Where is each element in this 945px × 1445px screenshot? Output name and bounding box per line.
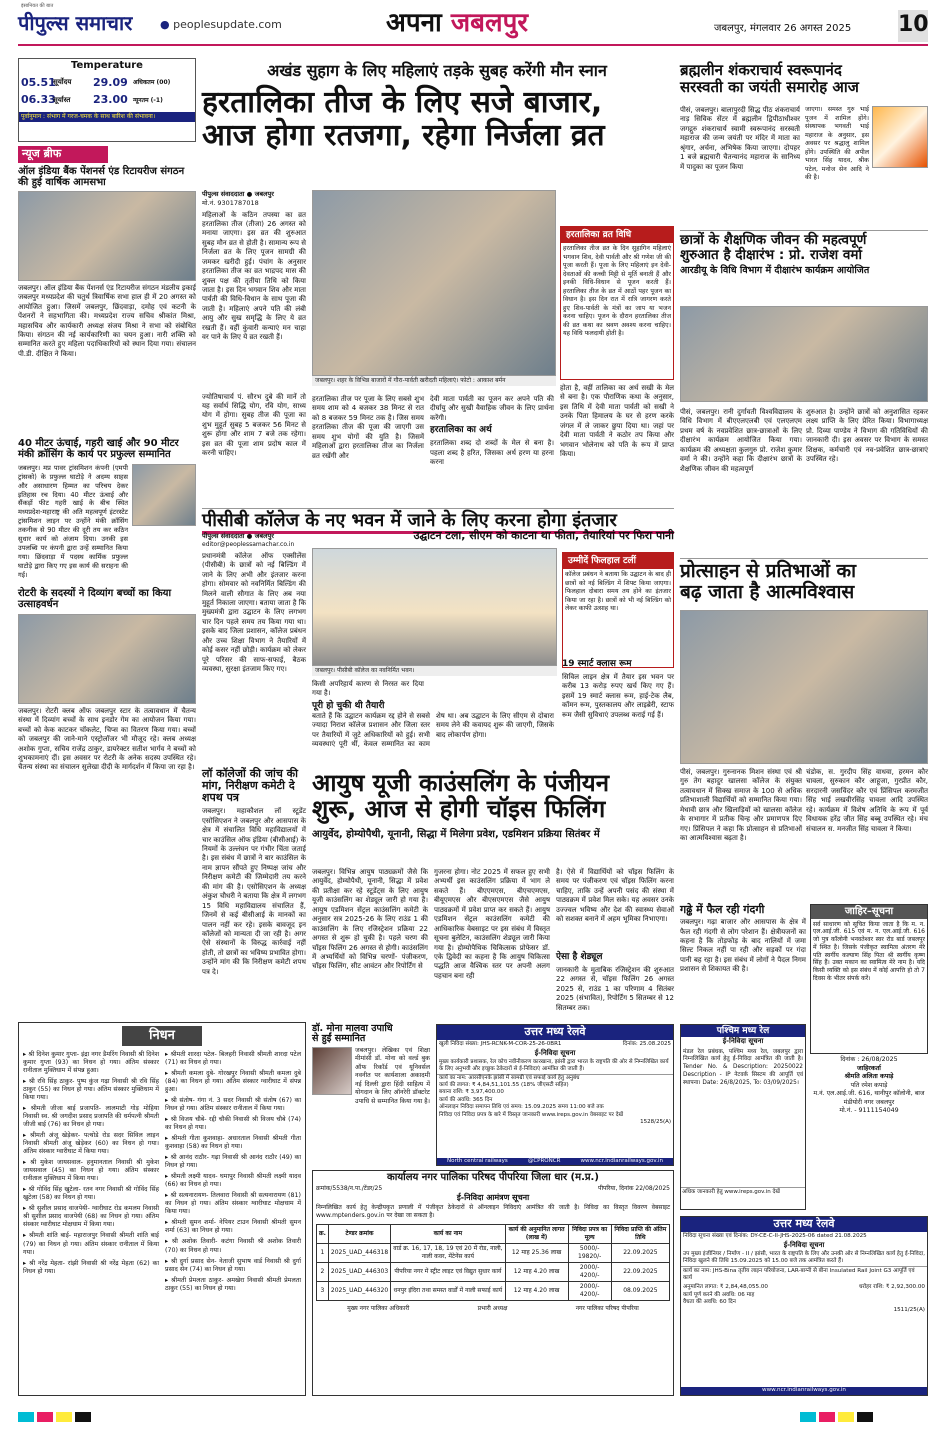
ayush-body-c: है। ऐसे में विद्यार्थियों को चॉइस फिलिंग के समय पर पंजीकरण एवं चॉइस फिलिंग करना चाहिए, ताकि उन्हें अपनी पसंद की संस्था में पाठ्यक्रम में प्रवेश मिल सके। यह अवसर उनके उज्ज्वल भविष्य और देश की स्वास्थ्य सेवाओं को सशक्त बनाने में अहम भूमिका निभाएगा।: [556, 868, 674, 924]
ayush-body-b: गुजरना होगा। नोट 2025 में सफल हुए सभी अभ्यर्थी इस काउंसलिंग प्रक्रिया में भाग ले सकते हैं। बीएएमएस, बीएचएमएस, बीयूएमएस और बीएसएमएस जैसे आयुष पाठ्यक्रमों में प्रवेश प्राप्त कर सकते हैं। आयुष एडमिशन सेंट्रल काउंसलिंग कमेटी की आधिकारिक वेबसाइट पर इस संबंध में विस्तृत सूचना बुलेटिन, काउंसलिंग शेड्यूल जारी किया गया है। होम्योपैथिक चिकित्सक प्रोफेसर डॉ. एके द्विवेदी का कहना है कि आयुष चिकित्सा पद्धति आज वैश्विक स्तर पर अपनी अलग पहचान बना रही: [434, 868, 550, 980]
teej-photo: [312, 190, 556, 376]
nagar-table-cell: 5000/- 19820/-: [568, 1243, 611, 1262]
protsahan-story: [680, 558, 928, 603]
nagar-table-cell: 2000/- 4200/-: [568, 1262, 611, 1281]
pcb-puri-body: बताते हैं कि उद्घाटन कार्यक्रम रद्द होने से सबसे ज्यादा निराश कॉलेज प्रशासन और जिला स्तर पर तैयारियों में जुटे अधिकारियों को हुई। सभी व्यवस्थाएं पूरी थीं, केवल सम्मानित का काम शेष था। अब उद्घाटन के लिए सीएम से दोबारा समय लेने की कवायद शुरू की जाएगी, जिसके बाद लोकार्पण होगा।: [312, 712, 554, 749]
brief-1-photo: [18, 191, 196, 281]
diksha-headline-1: छात्रों के शैक्षणिक जीवन की महत्वपूर्ण: [680, 232, 867, 248]
max-temp-note: अधिकतम (00): [133, 78, 171, 86]
nagar-table-cell: 1: [317, 1243, 329, 1262]
nidhan-label: निधन: [122, 1026, 202, 1046]
diksha-subhead: आरडीयू के विधि विभाग में दीक्षारंभ कार्यक्रम आयोजित: [680, 264, 870, 276]
law-body: जबलपुर। महाकौशल लॉ स्टूडेंट एसोसिएशन ने जबलपुर और आसपास के क्षेत्र में संचालित विधि महाविद्यालयों में चार काउंसिल ऑफ इंडिया (बीसीआई) के नियमों के उल्लंघन पर गंभीर चिंता जताई है। इस संबंध में छात्रों ने बार काउंसिल के नाम ज्ञापन सौंपते हुए निष्पक्ष जांच और निरीक्षण कमेटी की जिम्मेदारी तय करने की मांग की है। एसोसिएशन के अध्यक्ष अंकुश चौधरी ने बताया कि क्षेत्र में लगभग 15 विधि महाविद्यालय संचालित हैं, जिनमें से कई बीसीआई के मानकों का पालन नहीं कर रहे। इसके बावजूद इन कॉलेजों को मान्यता दी जा रही है। अगर ऐसे संस्थानों के विरुद्ध कार्रवाई नहीं होती, तो छात्रों का भविष्य प्रभावित होगा। उन्होंने मांग की कि निरीक्षण कमेटी शपथ पत्र दे।: [202, 807, 306, 976]
nidhan-item: ▸ श्रीमती कमला दुबे- गोरखपुर निवासी श्रीमती कमला दुबे (84) का निधन हो गया। अंतिम संस्कार ग्वारीघाट में संपन्न हुआ।: [165, 1069, 301, 1093]
nidhan-item: ▸ श्री आनंद राठौर- गढ़ा निवासी श्री आनंद राठौर (49) का निधन हो गया।: [165, 1154, 301, 1170]
nagar-table-header: टेण्डर क्रमांक: [328, 1224, 390, 1243]
sunset-time: 06.33: [21, 93, 56, 107]
min-temp: 23.00: [93, 93, 128, 107]
pcb-subhead: उद्घाटन टला, सीएम को काटना था फीता, तैयारियां पर फिरा पानी: [413, 529, 674, 542]
nagar-table-cell: 2025_UAD_446318: [328, 1243, 390, 1262]
rail2-subtitle: ई-निविदा सूचना: [783, 1241, 825, 1250]
pcb-byline: पीपुल्स संवाददाता ● जबलपुर: [202, 532, 274, 540]
rail1-social[interactable]: North central railways: [447, 1157, 508, 1164]
weather-title: Temperature: [19, 59, 195, 73]
teej-kicker: अखंड सुहाग के लिए महिलाएं तड़के सुबह करेंगी मौन स्नान: [267, 61, 607, 80]
color-registration-bar: [18, 1412, 94, 1425]
shankar-col2: [805, 106, 928, 181]
rail2-validity: वैधता की अवधि: 60 दिन: [683, 1299, 736, 1306]
jaahir-label: जाहिर–सूचना: [811, 905, 927, 919]
nagar-table-cell: 2025_UAD_446320: [328, 1282, 390, 1301]
teej-body-d: देवी माता पार्वती का पूजन कर अपने पति की दीर्घायु और सुखी वैवाहिक जीवन के लिए प्रार्थना करेंगी।: [430, 395, 554, 422]
dateline: जबलपुर, मंगलवार 26 अगस्त 2025: [714, 23, 852, 34]
nagar-table-header: कार्य का नाम: [391, 1224, 505, 1243]
nidhan-item: ▸ श्री दुर्गा प्रसाद सेन- नेताजी सुभाष वार्ड निवासी श्री दुर्गा प्रसाद सेन (74) का निधन हो गया।: [165, 1257, 301, 1273]
jaahir-date: दिनांक : 26/08/2025: [840, 1056, 898, 1063]
pcb-photo-wrap: [312, 548, 557, 676]
masthead: [18, 3, 929, 46]
rail1-body: मुख्य कार्यकारी प्रशासक, रेल कोच नवीनीकरण कारखाना, झांसी द्वारा भारत के राष्ट्रपति की ओर से निम्नलिखित कार्य के लिए अनुभवी और इच्छुक ठेकेदारों से ई-निविदाएं आमंत्रित की जाती हैं।: [439, 1058, 669, 1073]
rail1-title: उत्तर मध्य रेलवे: [437, 1025, 673, 1040]
nagar-table-row: [317, 1262, 670, 1281]
nagar-table-cell: 22.09.2025: [611, 1243, 669, 1262]
rail1-web[interactable]: www.ncr.indianrailways.gov.in: [580, 1157, 663, 1164]
nagar-table-row: [317, 1243, 670, 1262]
rail1-date: दिनांक: 25.08.2025: [622, 1040, 671, 1047]
ayush-col3: [556, 868, 674, 1026]
nidhan-item: ▸ श्री अशोक तिवारी- कटंगा निवासी श्री अशोक तिवारी (70) का निधन हो गया।: [165, 1238, 301, 1254]
brief-3-headline: रोटरी के सदस्यों ने दिव्यांग बच्चों का किया उत्साहवर्धन: [18, 587, 172, 610]
ayush-body-a: जबलपुर। विभिन्न आयुष पाठ्यक्रमों जैसे कि आयुर्वेद, होम्योपैथी, यूनानी, सिद्धा में प्रवेश की प्रतीक्षा कर रहे स्टूडेंट्स के लिए आयुष यूजी काउंसलिंग का शेड्यूल जारी हो गया है। आयुष एडमिशन सेंट्रल काउंसलिंग कमेटी के अनुसार सत्र 2025-26 के लिए राउंड 1 की काउंसलिंग के लिए रजिस्ट्रेशन प्रक्रिया 22 अगस्त से शुरू हो चुकी है। पहले चरण की चॉइस फिलिंग 26 अगस्त से होगी। काउंसलिंग में अभ्यर्थियों को विभिन्न चरणों- पंजीकरण, चॉइस फिलिंग, सीट आवंटन और रिपोर्टिंग से: [312, 868, 428, 971]
rail1-subtitle: ई-निविदा सूचना: [534, 1049, 576, 1058]
nidhan-item: ▸ श्री संतोष- गंगा नं. 3 सदर निवासी श्री संतोष (67) का निधन हो गया। अंतिम संस्कार रानीताल में किया गया।: [165, 1096, 301, 1112]
pcb-sub-19: 19 स्मार्ट क्लास रूम: [562, 659, 632, 669]
teej-photo-caption: जबलपुर। शहर के विभिन्न बाजारों में गौरा-पार्वती खरीदती महिलाएं। फोटो : आकाश बर्मन: [312, 376, 556, 386]
rail1-period: कार्य की अवधि: 365 दिन: [439, 1096, 493, 1103]
diksha-body-b: शुरुआत है। उन्होंने छात्रों को अनुशासित रहकर लक्ष्य प्राप्ति के लिए प्रेरित किया। विभागाध्यक्ष प्रो. दिव्या पाण्डेय ने विभाग की गतिविधियों की जानकारी दी। इस अवसर पर विभाग के समस्त शिक्षक, कर्मचारी एवं नव-प्रवेशित छात्र-छात्राएं उपस्थित रहे।: [806, 408, 928, 464]
teej-body-c: हरतालिका तीज पर पूजा के लिए सबसे शुभ समय शाम को 4 बजकर 38 मिनट से रात को 8 बजकर 59 मिनट तक है। जिस समय हरतालिका तीज की पूजा की जाएगी उस समय शुभ योगों की युति है। जिसमें महिलाओं द्वारा हरतालिका तीज का निर्जला व्रत रखेंगी और: [312, 395, 424, 460]
rail2-ref: 1511/25(A): [893, 1306, 925, 1313]
nidhan-item: ▸ श्रीमती गीता कुशवाहा- अधारताल निवासी श्रीमती गीता कुशवाहा (58) का निधन हो गया।: [165, 1134, 301, 1151]
rail1-ref: 1528/25(A): [640, 1119, 671, 1126]
teej-sub-artha: हरतालिका का अर्थ: [430, 425, 492, 436]
pcb-col2: [312, 680, 424, 715]
mona-headline-1: डॉ. मोना मालवा उपाधि: [312, 1023, 393, 1034]
shankar-body-side: जाएगा। समस्त गुरु भाई पूजन में शामिल होंगे। संस्थापक भगवती भाई महाराज के अनुसार, इस अवसर पर श्रद्धालु शामिल होंगे। उपस्थिति की अपील भारत सिंह यादव, श्रीक पटेल, मनोज सेन आदि ने की है।: [805, 106, 869, 181]
nidhan-item: ▸ श्री मुकेश जायसवाल- हनुमानताल निवासी श्री मुकेश जायसवाल (45) का निधन हो गया। अंतिम संस्कार रानीताल मुक्तिधाम में किया गया।: [23, 1159, 159, 1183]
brief-3-body: जबलपुर। रोटरी क्लब ऑफ जबलपुर स्टार के तत्वावधान में चैतन्य संस्था में दिव्यांग बच्चों के साथ इनडोर गेम का आयोजन किया गया। बच्चों को केक काटकर चॉकलेट, चिप्स का वितरण किया गया। बच्चों को जबलपुर की जाने-माने एस्ट्रोलॉजर भी मौजूद रहे। क्लब अध्यक्ष अशोक गुप्ता, सचिव राजेंद्र ठाकुर, डायरेक्टर सतीश भार्गव ने बच्चों को शुभकामनाएं दीं। इस अवसर पर रोटरी के अनेक सदस्य उपस्थित रहे। चैतन्य संस्था का संचालन सुलेखा दीदी के मार्गदर्शन में किया जा रहा है।: [18, 706, 196, 772]
teej-col1: [202, 190, 306, 513]
rail1-cost: कार्य की लागत: ₹ 4,84,51,101.55 (18% जीएसटी सहित): [439, 1081, 569, 1088]
pcb-col1: [202, 532, 306, 774]
teej-artha-body: हरतालिका शब्द दो शब्दों के मेल से बना है। पहला शब्द है हरित, जिसका अर्थ हरण या हरना करना: [430, 439, 554, 467]
rail2-work: कार्य का नाम: JHS-Bina तृतीय लाइन परियोजना, LAR-बाग्नी से बीना Insulated Rail Joint G3 आपूर्ति एवं कार्य: [681, 1266, 927, 1284]
sunset-label: सूर्यास्त: [53, 96, 71, 105]
nagar-ad: [312, 1170, 674, 1396]
nidhan-item: ▸ श्रीमती जीजा बाई प्रजापति- लालमाटी गोड़ मोहिया निवासी स्व. श्री जगदीश प्रसाद प्रजापति की धर्मपत्नी श्रीमती जीजी बाई (76) का निधन हो गया।: [23, 1104, 159, 1128]
min-temp-note: न्यूनतम (-1): [133, 96, 163, 104]
weather-box: [18, 58, 196, 142]
jaahir-mobile: मो.नं. - 9111154049: [839, 1107, 899, 1114]
nagar-ref: क्रमांक/5538/न.पा./टेंडर/25: [316, 1184, 383, 1192]
nagar-table-header: कार्य की अनुमानित लागत (लाख में): [505, 1224, 568, 1243]
nagar-table-cell: 2000/- 4200/-: [568, 1282, 611, 1301]
jaahir-name: श्रीमति अलिता कपाड़े: [844, 1073, 894, 1080]
teej-headline-2: आज होगा रतजगा, रहेगा निर्जला व्रत: [202, 117, 605, 153]
sunrise-label: सूर्योदय: [53, 78, 72, 87]
nagar-table-cell: पीपरिया नगर में स्ट्रीट लाइट एवं विद्युत सुधार कार्य: [391, 1262, 505, 1281]
nidhan-item: ▸ श्री दिनेश कुमार गुप्ता- इंद्रा नगर डैमरिंग निवासी श्री दिनेश कुमार गुप्ता (93) का निधन हो गया। अंतिम संस्कार रानीताल मुक्तिधाम में संपन्न हुआ।: [23, 1050, 159, 1074]
nagar-table-cell: 22.09.2025: [611, 1262, 669, 1281]
jaahir-sig-title: जाहिरकर्ता: [857, 1064, 881, 1072]
rail2-body: उप मुख्य इंजीनियर / निर्माण - II / झांसी, भारत के राष्ट्रपति के लिए और उनकी ओर से निम्नलिखित कार्य हेतु ई-निविदा, निविदा खुलने की तिथि 15.09.2025 को 15.00 बजे तक आमंत्रित करते हैं।: [683, 1250, 925, 1265]
ayush-sched-body: जानकारी के मुताबिक रजिस्ट्रेशन की शुरुआत 22 अगस्त से, चॉइस फिलिंग 26 अगस्त 2025 से, राउंड 1 का परिणाम 4 सितंबर 2025 (संभावित), रिपोर्टिंग 5 सितम्बर से 12 सितम्बर तक।: [556, 965, 674, 1012]
gaddha-body: जबलपुर। गढ़ा बाजार और आसपास के क्षेत्र में फैल रही गंदगी से लोग परेशान हैं। क्षेत्रीयजनों का कहना है कि तोड़फोड़ के बाद नालियों में जमा सिल्ट निकल नहीं पा रही और सड़कों पर गंदा पानी बह रहा है। इस संबंध में लोगों ने पैदल निगम प्रशासन से शिकायत की है।: [680, 918, 806, 974]
nagar-table-cell: 3: [317, 1282, 329, 1301]
rail1-closing: ऑनलाइन निविदा समापन तिथि एवं समय: 15.09.2025 समय 11:00 बजे तक: [439, 1104, 604, 1111]
globe-icon: ●: [160, 18, 174, 31]
news-brief-column: [18, 146, 196, 897]
nidhan-item: ▸ श्रीमती प्रेमलता ठाकुर- अमखेरा निवासी श्रीमती प्रेमलता ठाकुर (55) का निधन हो गया।: [165, 1276, 301, 1292]
page-number: 10: [898, 10, 928, 42]
ayush-headline-1: आयुष यूजी काउंसलिंग के पंजीयन: [312, 769, 610, 797]
jaahir-name-sub: पति रमेश कपाड़े: [850, 1081, 888, 1089]
teej-mobile: मो.नं. 9301787018: [202, 198, 259, 207]
pcb-box-label: उम्मीदें फिलहाल टलीं: [563, 553, 673, 569]
protsahan-photo: [680, 610, 928, 764]
teej-body-a: महिलाओं के कठिन तपस्या का व्रत हरतालिका तीज (तीजा) 26 अगस्त को मनाया जाएगा। इस व्रत की शुरुआत सुबह मौन व्रत से होती है। सामान्य रूप से निर्जला व्रत के लिए पूजन सामग्री की जमकर खरीदी हुई। पंचांग के अनुसार हरतालिका तीज का व्रत भाद्रपद मास की शुक्ल पक्ष की तृतीया तिथि को किया जाता है। इस दिन भगवान शिव और माता पार्वती की विधि-विधान के साथ पूजा की जाती है। महिलाएं अपने पति की लंबी आयु और सुख समृद्धि के लिए ये व्रत रखती हैं। वहीं कुंवारी कन्याएं मन चाहा वर पाने के लिए ये व्रत रखती हैं।: [202, 210, 306, 342]
ayush-subhead: आयुर्वेद, होम्योपैथी, यूनानी, सिद्धा में मिलेगा प्रवेश, एडमिशन प्रक्रिया सितंबर में: [312, 828, 600, 840]
nidhan-box: [18, 1022, 306, 1396]
nagar-table-cell: 12 माह 4.20 लाख: [505, 1282, 568, 1301]
law-headline: लॉ कॉलेजों की जांच की मांग, निरीक्षण कमेटी दे शपथ पत्र: [202, 767, 298, 805]
nagar-table-cell: 12 माह 25.36 लाख: [505, 1243, 568, 1262]
nagar-title: कार्यालय नगर पालिका परिषद पीपरिया जिला धार (म.प्र.): [387, 1172, 599, 1183]
diksha-photo: [680, 306, 928, 402]
nidhan-item: ▸ श्री नरेंद्र मेहता- रांझी निवासी श्री नरेंद्र मेहता (62) का निधन हो गया।: [23, 1259, 159, 1275]
diksha-story: [680, 230, 928, 276]
rail1-footer: [437, 1158, 673, 1165]
wcr-ad: [680, 1024, 806, 1210]
nagar-sign-1: मुख्य नगर पालिका अधिकारी: [347, 1305, 410, 1313]
pcb-body-b: किसी अपरिहार्य कारण से निरस्त कर दिया गया है।: [312, 680, 424, 698]
nagar-table-cell: 08.09.2025: [611, 1282, 669, 1301]
protsahan-headline-2: बढ़ जाता है आत्मविश्वास: [680, 580, 855, 603]
jaahir-body: सर्व साधारण को सूचित किया जाता है कि म. न. एल.आई.जी. 615 एवं म. न. एल.आई.जी. 616 जो पुत्र कॉलोनी भनवतेश्वर स्वर रोड बार्ड जबलपुर में स्थित है। जिसके पंजीकृत स्वामित्व अंतरण मेरे पति स्वर्गीय कल्याण सिंह पिता श्री स्वर्गीय कृष्ण सिंह हैं। उक्त मकान का स्वामित्व मेरे नाम है। यदि किसी व्यक्ति को इस संबंध में कोई आपत्ति हो तो 7 दिवस के भीतर संपर्क करें।: [813, 920, 925, 983]
mona-story: [312, 1024, 430, 1164]
protsahan-headline-1: प्रोत्साहन से प्रतिभाओं का: [680, 560, 857, 582]
pcb-col3: [562, 660, 674, 757]
pcb-photo: [312, 548, 557, 666]
teej-col3: [430, 395, 554, 493]
ayush-headline-2: शुरू, आज से होगी चॉइस फिलिंग: [312, 795, 606, 824]
pcb-photo-caption: जबलपुर। पीसीबी कॉलेज का नवनिर्मित भवन।: [312, 666, 557, 676]
nidhan-item: ▸ श्री रवि सिंह ठाकुर- पुष्प कुंज गढ़ा निवासी श्री रवि सिंह ठाकुर (55) का निधन हो गया। अंतिम संस्कार मुक्तिधाम में किया गया।: [23, 1077, 159, 1101]
rail1-emd: बयाना राशि: ₹ 3,97,400.00: [439, 1089, 504, 1096]
teej-body-b: ज्योतिषाचार्य पं. सौरभ दुबे की मानें तो यह सर्वार्थ सिद्धि योग, रवि योग, साध्य योग में होगा। सुबह तीज की पूजा का शुभ मुहूर्त सुबह 5 बजकर 56 मिनट से शुरू होगा और शाम 7 बजे तक रहेगा। इस व्रत की पूजा शाम प्रदोष काल में करनी चाहिए।: [202, 392, 306, 458]
law-story: [202, 768, 306, 1057]
brief-3-photo: [18, 614, 196, 704]
rail1-tender-no: खुली निविदा संख्या: JHS-RCNK-M-COR-25-26-0BR1: [439, 1040, 562, 1047]
section-title: अपना जबलपुर: [386, 8, 529, 38]
mona-headline-2: से हुईं सम्मानित: [312, 1033, 366, 1045]
ayush-sub-sched: ऐसा है शेड्यूल: [556, 952, 603, 962]
nidhan-item: ▸ श्री सत्यनारायण- तिलवारा निवासी श्री सत्यनारायण (81) का निधन हो गया। अंतिम संस्कार ग्वारीघाट मोक्षधाम में किया गया।: [165, 1192, 301, 1216]
rail2-title: उत्तर मध्य रेलवे: [681, 1217, 927, 1232]
max-temp: 29.09: [93, 75, 128, 89]
wcr-footer: अधिक जानकारी हेतु www.ireps.gov.in देखें: [681, 1187, 805, 1197]
pcb-box-body: कॉलेज प्रबंधन ने बताया कि उद्घाटन के बाद ही छात्रों को नई बिल्डिंग में शिफ्ट किया जाएगा। फिलहाल दोबारा समय तय होने का इंतजार किया जा रहा है। छात्रों को भी नई बिल्डिंग को लेकर काफी उत्साह था।: [565, 571, 671, 613]
nagar-date: पीपरिया, दिनांक 22/08/2025: [598, 1184, 670, 1192]
rail2-period: कार्य पूर्ण करने की अवधि: 06 माह: [683, 1291, 755, 1298]
shankar-story: [680, 62, 928, 95]
teej-vidhi-label: हरतालिका व्रत विधि: [561, 227, 673, 243]
pcb-email: editor@peoplessamachar.co.in: [202, 540, 295, 548]
nagar-sign-2: प्रभारी अध्यक्ष: [477, 1305, 508, 1313]
nagar-table-cell: 2: [317, 1262, 329, 1281]
brand-logo: पीपुल्स समाचार: [18, 11, 133, 35]
shankar-body: पीसं, जबलपुर। बालापुरदी सिद्ध पीठ शंकराचार्य नाड़ सिविक सेंटर में ब्रह्मलीन द्विपीठाधीश्वर जगद्गुरु शंकराचार्य स्वामी स्वरूपानंद सरस्वती महाराज की जन्म जयंती पर मंदिर में माता का श्रृंगार, अर्चना, अभिषेक किया जाएगा। दोपहर 1 बजे ब्रह्मचारी चैतन्यानंद महाराज के सानिध्य में पादुका का पूजन किया: [680, 106, 800, 171]
shankar-headline-1: ब्रह्मलीन शंकराचार्य स्वरूपानंद: [680, 61, 842, 79]
brief-2-photo: [132, 464, 196, 526]
nidhan-list: [19, 1049, 305, 1389]
teej-box-cont: होता है, वहीं तालिका का अर्थ सखी के मेल से बना है। एक पौराणिक कथा के अनुसार, इस तिथि में देवी माता पार्वती को सखी ने उनके पिता हिमालय के घर से हरण करके जंगल में ले जाकर छुपा दिया था। जहां पर देवी माता पार्वती ने कठोर तप किया और भगवान भोलेनाथ को पति के रूप में प्राप्त किया।: [560, 384, 674, 459]
nagar-table-header: निविदा प्राप्ति की अंतिम तिथि: [611, 1224, 669, 1243]
nagar-sign-3: नगर पालिका परिषद पीपरिया: [575, 1305, 639, 1313]
nidhan-item: ▸ श्री गोविंद सिंह खुटेला- रतन नगर निवासी श्री गोविंद सिंह खुटेला (58) का निधन हो गया।: [23, 1186, 159, 1202]
gaddha-story: [680, 904, 806, 1018]
mona-photo: [312, 1047, 352, 1095]
nagar-table-cell: 2025_UAD_446303: [328, 1262, 390, 1281]
jaahir-box: [810, 904, 928, 1054]
jaahir-address: म.नं. एल.आई.जी. 616, थानीपुर कॉलोनी, बाज मंडीयोरी नगर जबलपुर: [813, 1090, 925, 1106]
nidhan-item: ▸ श्रीमती शांति बाई- महाराजपुर निवासी श्रीमती शांति बाई (79) का निधन हो गया। अंतिम संस्कार रानीताल में किया गया।: [23, 1232, 159, 1256]
teej-vidhi-box: [560, 226, 674, 380]
shankar-headline-2: सरस्वती का जयंती समारोह आज: [680, 77, 859, 96]
protsahan-body-b: चंडोक, स. गुरदीप सिंह वाधवा, हरमन कौर चावला, सुरुकान कौर आहूजा, गुरप्रीत कौर, सरदारनी जसविंदर कौर एवं प्रिंसिपल करमजीत सिंह भाई लखवीरसिंह चावला आदि उपस्थित रहे। कार्यक्रम में विशेष अतिथि के रूप में पूर्व विधायक हरेंद्र जीत सिंह बब्बू उपस्थित रहे। मंच संचालन स. मनजीत सिंह चावला ने किया।: [806, 768, 928, 833]
protsahan-body-a: पीसं, जबलपुर। गुरुनानक मिशन संस्था एवं श्री गुरु तेग बहादुर खालसा कॉलेज के संयुक्त तत्वावधान में सिक्ख समाज के 100 से अधिक प्रतिभाशाली विद्यार्थियों को सम्मानित किया गया। मेधावी छात्र और खिलाड़ियों को खालसा कॉलेज के सभागार में प्रतीक चिन्ह और प्रमाणपत्र दिए गए। प्रिंसिपल ने कहा कि प्रोत्साहन से प्रतिभाओं का आत्मविश्वास बढ़ता है।: [680, 768, 802, 843]
rail-ad-1: [436, 1024, 674, 1166]
color-registration-bar-right: [800, 1412, 876, 1425]
nidhan-item: ▸ श्रीमती अंजू खेड़ेकर- पत्थोडे रोड सदर सिविल लाइन निवासी श्रीमती अंजू खेड़ेकर (60) का निधन हो गया। अंतिम संस्कार ग्वारीघाट में किया गया।: [23, 1131, 159, 1156]
diksha-body-a: पीसं, जबलपुर। रानी दुर्गावती विश्वविद्यालय के विधि विभाग में बीएएलएलबी एवं एलएलएम प्रथम वर्ष के नवप्रवेशित छात्र-छात्राओं के लिए दीक्षारंभ कार्यक्रम आयोजित किया गया। कार्यक्रम की अध्यक्षता कुलगुरु प्रो. राजेश कुमार वर्मा ने की। उन्होंने कहा कि दीक्षारंभ छात्रों के शैक्षणिक जीवन की महत्वपूर्ण: [680, 408, 802, 473]
gaddha-headline: गढ्ढे में फैल रही गंदगी: [680, 903, 765, 916]
brief-2-body: जबलपुर। मप्र पावर ट्रांसमिशन कंपनी (एमपी ट्रांसको) के प्रफुल्ल घाटोड़े ने अदम्य साहस और असाधारण हिम्मत का परिचय देकर इतिहास रच दिया। 40 मीटर ऊंचाई और सैंकड़ों फीट गहरी खाई के बीच स्थित मध्यप्रदेश-महाराष्ट्र की अति महत्वपूर्ण इंटरस्टेट ट्रांसमिशन लाइन पर उन्होंने मंकी क्रॉसिंग तकनीक से 90 मीटर की दूरी तय कर कठिन सुधार कार्य को अंजाम दिया। उनकी इस उपलब्धि पर कंपनी द्वारा उन्हें सम्मानित किया गया। छिंदवाड़ा में पदस्थ कार्मिक प्रफुल्ल घाटोड़े द्वारा किए गए इस कार्य की सराहना की गई।: [18, 463, 128, 579]
wcr-body: मंडल रेल प्रबंधक, पश्चिम मध्य रेल, जबलपुर द्वारा निम्नलिखित कार्य हेतु ई-निविदा आमंत्रित की जाती है। Tender No. & Description: 20250022 Description - IP नेटवर्क सिस्टम की आपूर्ति एवं स्थापना। Date: 26/8/2025, To: 03/09/2025।: [683, 1048, 803, 1086]
teej-story: [202, 62, 672, 152]
rail-ad-2: [680, 1216, 928, 1396]
rail1-handle[interactable]: @CPRONCR: [527, 1157, 561, 1164]
teej-byline: पीपुल्स संवाददाता ● जबलपुर: [202, 190, 274, 198]
brief-1-headline: ऑल इंडिया बैंक पेंशनर्स एंड रिटायरीज संगठन की हुई वार्षिक आमसभा: [18, 165, 185, 188]
rail1-details: निविदा एवं निविदा प्रपत्र के बारे में विस्तृत जानकारी www.ireps.gov.in वेबसाइट पर देखें: [439, 1111, 624, 1118]
teej-headline-1: हरतालिका तीज के लिए सजे बाजार,: [202, 84, 603, 120]
weather-forecast: पूर्वानुमान : संभाग में गरज-चमक के साथ बारिश की संभावना।: [19, 112, 195, 122]
diksha-headline-2: शुरुआत है दीक्षारंभ : प्रो. राजेश वर्मा: [680, 246, 862, 263]
nidhan-item: ▸ श्री सुशील प्रसाद वाजपेयी- ग्वारीघाट रोड कमलम निवासी श्री सुशील प्रसाद वाजपेयी (68) का निधन हो गया। अंतिम संस्कार ग्वारीघाट मोक्षधाम में किया गया।: [23, 1205, 159, 1229]
mona-body: जबलपुर। लेखिका एवं शिक्षा मीमांसी डॉ. मोना को वर्ल्ड बुक ऑफ रिकॉर्ड एवं यूनिवर्सल नवनीत पर कार्यशाला अकादमी नई दिल्ली द्वारा हिंदी साहित्य में योगदान के लिए ऑनरेरी डॉक्टरेट उपाधि से सम्मानित किया गया है।: [355, 1046, 430, 1105]
pcb-body-a: प्रधानमंत्री कॉलेज ऑफ एक्सीलेंस (पीसीबी) के छात्रों को नई बिल्डिंग में जाने के लिए अभी और इंतजार करना होगा। सोमवार को नवनिर्मित बिल्डिंग की मिलने वाली सौगात के लिए अब नया मुहूर्त निकाला जाएगा। बताया जाता है कि मुख्यमंत्री द्वारा उद्घाटन के लिए लगभग चार दिन पहले समय तय किया गया था। इसके बाद जिला प्रशासन, कॉलेज प्रबंधन और उच्च शिक्षा विभाग ने तैयारियों में कोई कसर नहीं छोड़ी। कार्यक्रम को लेकर पूरे परिसर की साफ-सफाई, बैठक व्यवस्था, सुरक्षा इंतजाम किए गए।: [202, 551, 306, 674]
pcb-headline: पीसीबी कॉलेज के नए भवन में जाने के लिए करना होगा इंतजार: [202, 510, 617, 531]
nagar-subtitle: ई-निविदा आमंत्रण सूचना: [456, 1192, 530, 1202]
nagar-intro: निम्नलिखित कार्य हेतु केन्द्रीयकृत प्रणाली में पंजीकृत ठेकेदारों से ऑनलाइन निविदाएं आमंत्रित की जाती है। निविदा का विस्तृत विवरण वेबसाइट www.mptenders.gov.in पर देखा जा सकता है।: [316, 1204, 670, 1220]
teej-vidhi-body: हरतालिका तीज व्रत के दिन सुहागिन महिलाएं भगवान शिव, देवी पार्वती और श्री गणेश जी की पूजा करती हैं। पूजा के लिए महिलाएं इन देवी-देवताओं की कच्ची मिट्टी से मूर्ति बनाती हैं और इनकी विधि-विधान से पूजन करती हैं। हरतालिका तीज के व्रत में आठों पहर पूजन का विधान है। इस दिन रात में रात्रि जागरण करते हुए शिव-पार्वती के मंत्रों का जाप या भजन करना चाहिए। पूजन के दौरान हरतालिका तीज की व्रत कथा का श्रवण अवश्य करना चाहिए। यह विधि फलदायी होती है।: [563, 245, 671, 338]
nagar-table-row: [317, 1282, 670, 1301]
jaahir-signoff: [810, 1056, 928, 1116]
rail2-web[interactable]: www.ncr.indianrailways.gov.in: [681, 1387, 927, 1395]
wcr-subtitle: ई-निविदा सूचना: [722, 1037, 764, 1046]
nidhan-item: ▸ श्रीमती लक्ष्मी यादव- घमापुर निवासी श्रीमती लक्ष्मी यादव (66) का निधन हो गया।: [165, 1173, 301, 1189]
nagar-table: [316, 1224, 670, 1302]
rail2-cost: अनुमानित लागत: ₹ 2,84,48,055.00: [683, 1284, 768, 1291]
news-brief-label: न्यूज ब्रीफ: [18, 146, 108, 163]
rail2-emd: धरोहर राशि: ₹ 2,92,300.00: [858, 1284, 925, 1291]
website-link[interactable]: ● peoplesupdate.com: [160, 18, 282, 31]
nidhan-item: ▸ श्री विजय चौबे- रद्दी चौकी निवासी श्री विजय चौबे (74) का निधन हो गया।: [165, 1115, 301, 1131]
nagar-table-cell: वार्ड क्र. 16, 17, 18, 19 एवं 20 में रोड, नाली, नाली कवर, मेंटेनेंस कार्य: [391, 1243, 505, 1262]
brief-2-headline: 40 मीटर ऊंचाई, गहरी खाई और 90 मीटर मंकी क्रॉसिंग के कार्य पर प्रफुल्ल सम्मानित: [18, 437, 179, 460]
pcb-body-19: सिविल लाइन क्षेत्र में तैयार इस भवन पर करीब 13 करोड़ रुपए खर्च किए गए हैं। इसमें 19 स्मार्ट क्लास रूम, हाई-टेक लैब, कॉमन रूम, पुस्तकालय और लाइब्रेरी, स्टाफ रूम जैसी सुविधाएं उपलब्ध कराई गई हैं।: [562, 672, 674, 719]
nidhan-item: ▸ श्रीमती सुमन शर्मा- नेपियर टाउन निवासी श्रीमती सुमन शर्मा (63) का निधन हो गया।: [165, 1219, 301, 1235]
nagar-table-cell: धनपुर इंदिरा तथा समस्त वार्डों में नाली सफाई कार्य: [391, 1282, 505, 1301]
nagar-table-header: निविदा प्रपत्र का मूल्य: [568, 1224, 611, 1243]
nidhan-item: ▸ श्रीमती शारदा पटेल- बिलहरी निवासी श्रीमती शारदा पटेल (71) का निधन हो गया।: [165, 1050, 301, 1066]
nagar-table-cell: 12 माह 4.20 लाख: [505, 1262, 568, 1281]
shankar-photo: [872, 106, 928, 168]
sunrise-time: 05.51: [21, 75, 56, 89]
brand-tagline: इंसानियत की बात: [21, 3, 54, 9]
rail2-tender: निविदा सूचना संख्या एवं दिनांक: DY-CE-C-II-JHS-2025-06 dated 21.08.2025: [683, 1232, 867, 1239]
nagar-table-header: क्र.: [317, 1224, 329, 1243]
wcr-title: पश्चिम मध्य रेल: [681, 1025, 805, 1037]
brief-1-body: जबलपुर। ऑल इंडिया बैंक पेंशनर्स एंड रिटायरीज संगठन मंडलीय इकाई जबलपुर मध्यप्रदेश की चतुर्थ त्रिवार्षिक सभा हाल ही में 20 अगस्त को आयोजित हुआ। जिसमें जबलपुर, छिंदवाड़ा, दमोह एवं कटनी के पेंशनरों ने सहभागिता की। मध्यप्रदेश राज्य सचिव श्रीकांत मिश्रा, महासचिव और कार्यकारी अध्यक्ष संजय मिश्रा ने सभा को संबोधित किया। संगठन की नई कार्यकारिणी का चयन हुआ। नारी शक्ति को सम्मानित करते हुए महिला पदाधिकारियों को स्थान दिया गया। संचालन पी.डी. दीक्षित ने किया।: [18, 283, 196, 358]
rail1-work: कार्य का नाम: आरसीएनके झांसी में सामग्री एवं सफाई कार्य हेतु अनुबंध: [437, 1074, 673, 1082]
ayush-story: [312, 770, 674, 840]
teej-photo-wrap: [312, 190, 556, 386]
pcb-box: [562, 552, 674, 668]
pcb-sub-puri: पूरी हो चुकी थी तैयारी: [312, 700, 385, 711]
